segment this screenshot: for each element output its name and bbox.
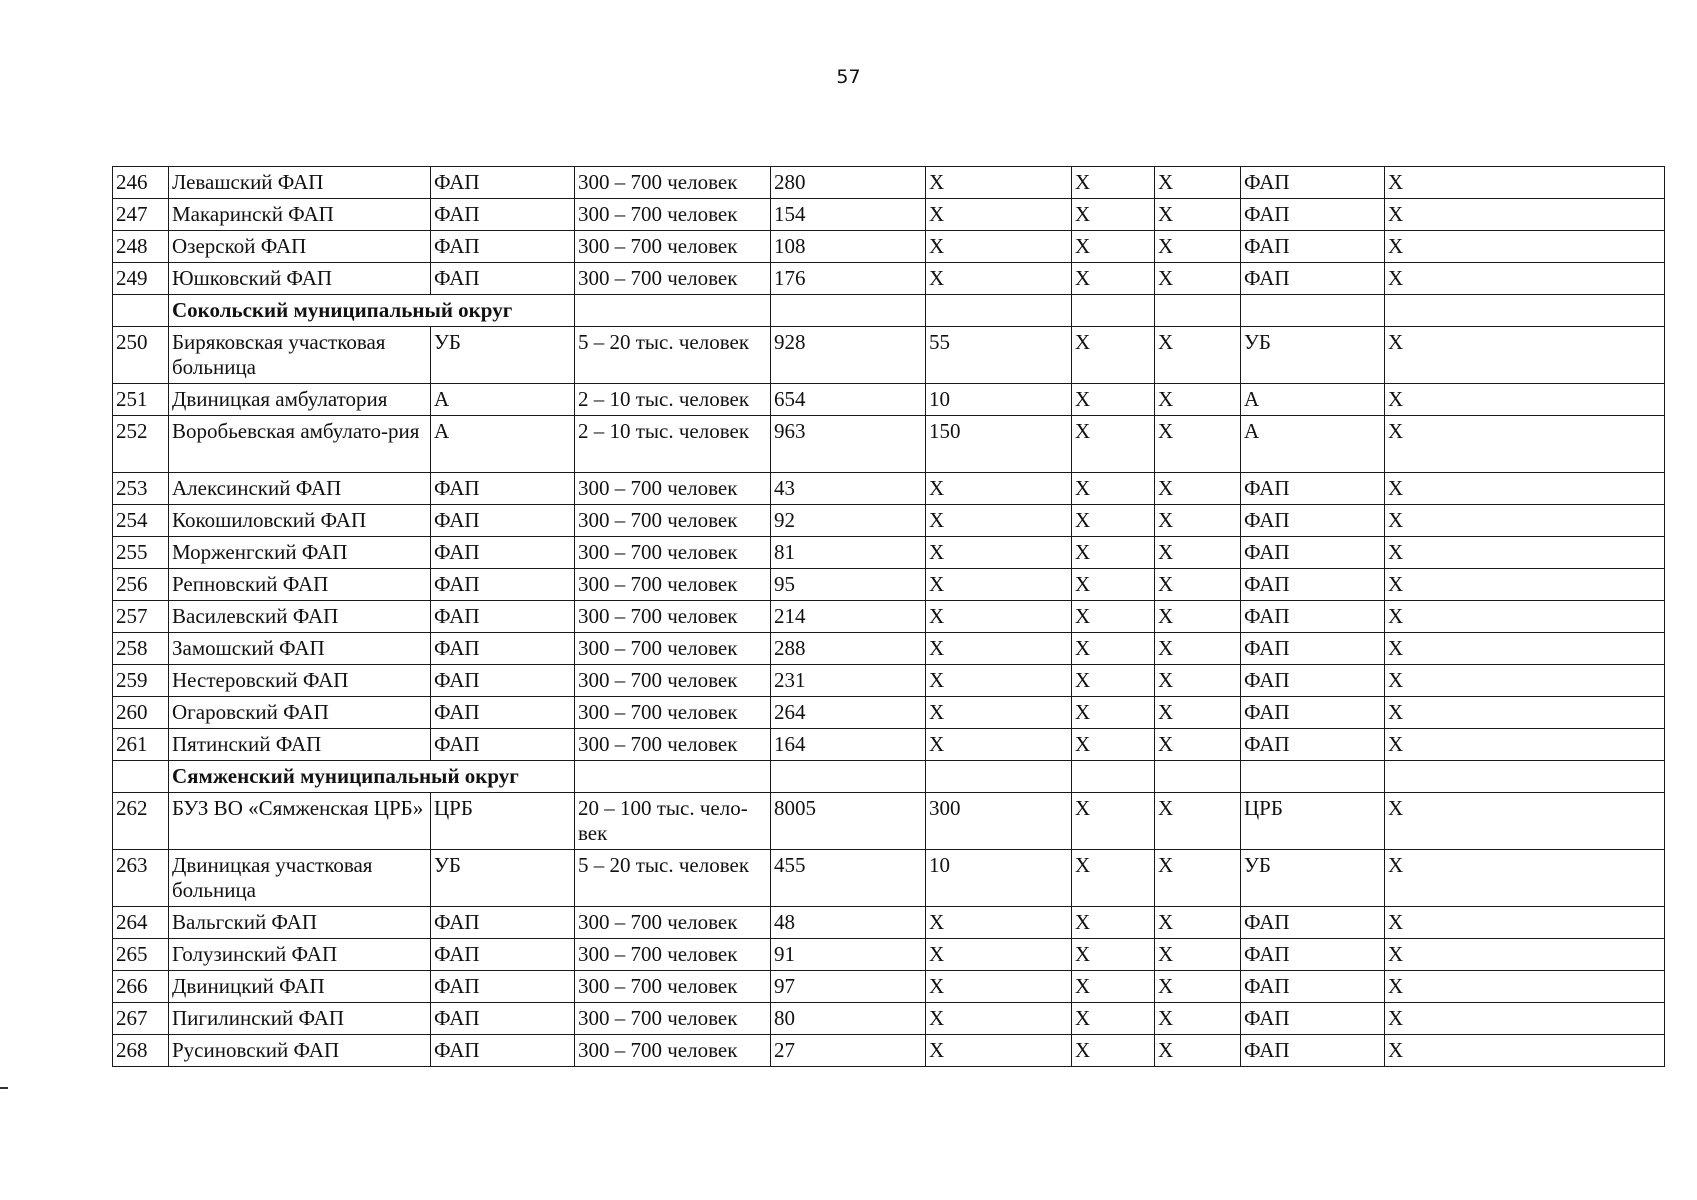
column-7-cell: X [1155, 907, 1241, 939]
row-number-cell: 259 [113, 665, 169, 697]
row-number-cell: 255 [113, 537, 169, 569]
value-cell: 928 [771, 327, 926, 384]
table-row [113, 729, 1665, 761]
column-5-cell: X [926, 665, 1072, 697]
column-5-cell: X [926, 633, 1072, 665]
column-5-cell: X [926, 199, 1072, 231]
target-type-cell: ФАП [1241, 729, 1385, 761]
population-range-cell: 300 – 700 человек [575, 601, 771, 633]
column-9-cell: X [1385, 907, 1665, 939]
column-9-cell: X [1385, 1035, 1665, 1067]
population-range-cell: 300 – 700 человек [575, 697, 771, 729]
column-6-cell: X [1072, 1003, 1155, 1035]
column-7-cell: X [1155, 231, 1241, 263]
table-row [113, 665, 1665, 697]
target-type-cell: ФАП [1241, 199, 1385, 231]
column-7-cell: X [1155, 729, 1241, 761]
facility-name-cell: Замошский ФАП [169, 633, 431, 665]
facility-name-cell: Пигилинский ФАП [169, 1003, 431, 1035]
table-row [113, 633, 1665, 665]
target-type-cell: ФАП [1241, 907, 1385, 939]
column-5-cell: 10 [926, 384, 1072, 416]
facility-type-cell: ФАП [431, 505, 575, 537]
table-row [113, 850, 1665, 907]
column-9-cell: X [1385, 231, 1665, 263]
page-number: 57 [836, 66, 861, 88]
facility-name-cell: Озерской ФАП [169, 231, 431, 263]
population-range-cell: 2 – 10 тыс. человек [575, 384, 771, 416]
population-range-cell: 300 – 700 человек [575, 569, 771, 601]
value-cell: 91 [771, 939, 926, 971]
empty-cell [1385, 295, 1665, 327]
population-range-cell: 300 – 700 человек [575, 537, 771, 569]
column-7-cell: X [1155, 263, 1241, 295]
column-9-cell: X [1385, 199, 1665, 231]
column-5-cell: X [926, 263, 1072, 295]
column-9-cell: X [1385, 1003, 1665, 1035]
row-number-cell: 254 [113, 505, 169, 537]
section-title: Сямженский муниципальный округ [169, 761, 575, 793]
column-7-cell: X [1155, 971, 1241, 1003]
column-9-cell: X [1385, 601, 1665, 633]
facility-type-cell: ФАП [431, 473, 575, 505]
facility-type-cell: ФАП [431, 537, 575, 569]
row-number-cell: 256 [113, 569, 169, 601]
population-range-cell: 300 – 700 человек [575, 263, 771, 295]
target-type-cell: А [1241, 384, 1385, 416]
target-type-cell: ФАП [1241, 569, 1385, 601]
facility-name-cell: Огаровский ФАП [169, 697, 431, 729]
row-number-cell: 250 [113, 327, 169, 384]
population-range-cell: 2 – 10 тыс. человек [575, 416, 771, 473]
table-body [113, 167, 1665, 1067]
row-number-cell: 249 [113, 263, 169, 295]
column-7-cell: X [1155, 505, 1241, 537]
target-type-cell: ФАП [1241, 601, 1385, 633]
row-number-cell: 247 [113, 199, 169, 231]
section-header-row [113, 761, 1665, 793]
column-7-cell: X [1155, 1035, 1241, 1067]
column-5-cell: X [926, 505, 1072, 537]
column-6-cell: X [1072, 569, 1155, 601]
table-row [113, 1003, 1665, 1035]
target-type-cell: ФАП [1241, 263, 1385, 295]
population-range-cell: 20 – 100 тыс. чело-век [575, 793, 771, 850]
facility-type-cell: ФАП [431, 167, 575, 199]
target-type-cell: ФАП [1241, 665, 1385, 697]
table-row [113, 231, 1665, 263]
column-6-cell: X [1072, 327, 1155, 384]
column-7-cell: X [1155, 384, 1241, 416]
column-6-cell: X [1072, 697, 1155, 729]
facility-name-cell: Русиновский ФАП [169, 1035, 431, 1067]
target-type-cell: ФАП [1241, 537, 1385, 569]
row-number-cell: 267 [113, 1003, 169, 1035]
column-7-cell: X [1155, 850, 1241, 907]
table-row [113, 473, 1665, 505]
empty-cell [1155, 295, 1241, 327]
population-range-cell: 300 – 700 человек [575, 633, 771, 665]
row-number-cell: 253 [113, 473, 169, 505]
value-cell: 654 [771, 384, 926, 416]
facility-type-cell: ФАП [431, 231, 575, 263]
row-number-cell: 265 [113, 939, 169, 971]
value-cell: 92 [771, 505, 926, 537]
facility-name-cell: Двиницкая участковая больница [169, 850, 431, 907]
population-range-cell: 300 – 700 человек [575, 907, 771, 939]
column-6-cell: X [1072, 907, 1155, 939]
column-9-cell: X [1385, 939, 1665, 971]
population-range-cell: 300 – 700 человек [575, 167, 771, 199]
column-9-cell: X [1385, 473, 1665, 505]
column-7-cell: X [1155, 327, 1241, 384]
column-7-cell: X [1155, 473, 1241, 505]
facility-type-cell: ФАП [431, 971, 575, 1003]
facility-name-cell: Макаринскй ФАП [169, 199, 431, 231]
facility-name-cell: Морженгский ФАП [169, 537, 431, 569]
row-number-cell: 246 [113, 167, 169, 199]
population-range-cell: 300 – 700 человек [575, 199, 771, 231]
value-cell: 108 [771, 231, 926, 263]
facility-type-cell: ФАП [431, 665, 575, 697]
value-cell: 80 [771, 1003, 926, 1035]
column-6-cell: X [1072, 665, 1155, 697]
value-cell: 154 [771, 199, 926, 231]
column-6-cell: X [1072, 850, 1155, 907]
column-5-cell: X [926, 1035, 1072, 1067]
facilities-table [112, 166, 1665, 1067]
column-9-cell: X [1385, 697, 1665, 729]
column-6-cell: X [1072, 505, 1155, 537]
population-range-cell: 300 – 700 человек [575, 729, 771, 761]
table-row [113, 537, 1665, 569]
empty-cell [926, 761, 1072, 793]
column-7-cell: X [1155, 537, 1241, 569]
row-number-cell: 258 [113, 633, 169, 665]
table-row [113, 971, 1665, 1003]
column-5-cell: X [926, 569, 1072, 601]
empty-cell [771, 295, 926, 327]
value-cell: 176 [771, 263, 926, 295]
facility-type-cell: ФАП [431, 697, 575, 729]
facility-type-cell: ФАП [431, 939, 575, 971]
section-title: Сокольский муниципальный округ [169, 295, 575, 327]
target-type-cell: ФАП [1241, 939, 1385, 971]
row-number-cell: 268 [113, 1035, 169, 1067]
population-range-cell: 300 – 700 человек [575, 505, 771, 537]
facility-name-cell: Вальгский ФАП [169, 907, 431, 939]
column-7-cell: X [1155, 633, 1241, 665]
empty-cell [1241, 295, 1385, 327]
table-row [113, 793, 1665, 850]
empty-cell [926, 295, 1072, 327]
table-row [113, 601, 1665, 633]
empty-cell [1241, 761, 1385, 793]
target-type-cell: А [1241, 416, 1385, 473]
population-range-cell: 300 – 700 человек [575, 971, 771, 1003]
target-type-cell: УБ [1241, 850, 1385, 907]
row-number-cell: 248 [113, 231, 169, 263]
column-9-cell: X [1385, 416, 1665, 473]
facility-name-cell: Репновский ФАП [169, 569, 431, 601]
facility-name-cell: Двиницкая амбулатория [169, 384, 431, 416]
column-7-cell: X [1155, 416, 1241, 473]
empty-cell [1385, 761, 1665, 793]
facility-type-cell: ЦРБ [431, 793, 575, 850]
column-5-cell: X [926, 907, 1072, 939]
value-cell: 280 [771, 167, 926, 199]
population-range-cell: 5 – 20 тыс. человек [575, 850, 771, 907]
target-type-cell: ФАП [1241, 473, 1385, 505]
column-5-cell: X [926, 939, 1072, 971]
facility-name-cell: БУЗ ВО «Сямженская ЦРБ» [169, 793, 431, 850]
target-type-cell: ЦРБ [1241, 793, 1385, 850]
margin-mark [0, 1087, 8, 1089]
target-type-cell: ФАП [1241, 231, 1385, 263]
target-type-cell: ФАП [1241, 1035, 1385, 1067]
column-5-cell: X [926, 167, 1072, 199]
value-cell: 164 [771, 729, 926, 761]
population-range-cell: 5 – 20 тыс. человек [575, 327, 771, 384]
value-cell: 27 [771, 1035, 926, 1067]
column-9-cell: X [1385, 729, 1665, 761]
value-cell: 288 [771, 633, 926, 665]
population-range-cell: 300 – 700 человек [575, 1003, 771, 1035]
column-6-cell: X [1072, 537, 1155, 569]
column-7-cell: X [1155, 1003, 1241, 1035]
value-cell: 8005 [771, 793, 926, 850]
column-7-cell: X [1155, 569, 1241, 601]
empty-cell [113, 295, 169, 327]
facility-type-cell: ФАП [431, 1003, 575, 1035]
facility-name-cell: Нестеровский ФАП [169, 665, 431, 697]
column-9-cell: X [1385, 850, 1665, 907]
empty-cell [575, 295, 771, 327]
column-6-cell: X [1072, 167, 1155, 199]
facility-type-cell: ФАП [431, 199, 575, 231]
facility-type-cell: ФАП [431, 729, 575, 761]
facility-name-cell: Алексинский ФАП [169, 473, 431, 505]
row-number-cell: 262 [113, 793, 169, 850]
empty-cell [1072, 295, 1155, 327]
facility-name-cell: Биряковская участковая больница [169, 327, 431, 384]
value-cell: 95 [771, 569, 926, 601]
column-5-cell: X [926, 601, 1072, 633]
column-6-cell: X [1072, 473, 1155, 505]
value-cell: 214 [771, 601, 926, 633]
table-row [113, 167, 1665, 199]
column-5-cell: X [926, 729, 1072, 761]
row-number-cell: 260 [113, 697, 169, 729]
value-cell: 43 [771, 473, 926, 505]
column-7-cell: X [1155, 167, 1241, 199]
facility-type-cell: УБ [431, 850, 575, 907]
empty-cell [1155, 761, 1241, 793]
column-6-cell: X [1072, 231, 1155, 263]
population-range-cell: 300 – 700 человек [575, 665, 771, 697]
empty-cell [113, 761, 169, 793]
column-5-cell: 300 [926, 793, 1072, 850]
facility-name-cell: Кокошиловский ФАП [169, 505, 431, 537]
table-row [113, 199, 1665, 231]
column-5-cell: X [926, 537, 1072, 569]
column-6-cell: X [1072, 384, 1155, 416]
facility-type-cell: ФАП [431, 569, 575, 601]
column-7-cell: X [1155, 793, 1241, 850]
facility-type-cell: ФАП [431, 1035, 575, 1067]
column-9-cell: X [1385, 384, 1665, 416]
column-5-cell: 10 [926, 850, 1072, 907]
facility-type-cell: А [431, 416, 575, 473]
row-number-cell: 252 [113, 416, 169, 473]
facility-type-cell: ФАП [431, 601, 575, 633]
table-row [113, 505, 1665, 537]
value-cell: 81 [771, 537, 926, 569]
table-row [113, 907, 1665, 939]
facility-name-cell: Василевский ФАП [169, 601, 431, 633]
target-type-cell: УБ [1241, 327, 1385, 384]
facility-type-cell: ФАП [431, 907, 575, 939]
facility-name-cell: Двиницкий ФАП [169, 971, 431, 1003]
column-5-cell: 55 [926, 327, 1072, 384]
table-row [113, 416, 1665, 473]
column-6-cell: X [1072, 971, 1155, 1003]
value-cell: 963 [771, 416, 926, 473]
column-6-cell: X [1072, 199, 1155, 231]
row-number-cell: 261 [113, 729, 169, 761]
table-row [113, 569, 1665, 601]
column-6-cell: X [1072, 633, 1155, 665]
target-type-cell: ФАП [1241, 633, 1385, 665]
facility-type-cell: ФАП [431, 263, 575, 295]
column-6-cell: X [1072, 1035, 1155, 1067]
column-6-cell: X [1072, 793, 1155, 850]
row-number-cell: 263 [113, 850, 169, 907]
column-9-cell: X [1385, 263, 1665, 295]
column-5-cell: X [926, 971, 1072, 1003]
column-6-cell: X [1072, 729, 1155, 761]
target-type-cell: ФАП [1241, 697, 1385, 729]
column-5-cell: X [926, 473, 1072, 505]
column-7-cell: X [1155, 697, 1241, 729]
facility-name-cell: Левашский ФАП [169, 167, 431, 199]
target-type-cell: ФАП [1241, 971, 1385, 1003]
column-6-cell: X [1072, 416, 1155, 473]
section-header-row [113, 295, 1665, 327]
target-type-cell: ФАП [1241, 167, 1385, 199]
value-cell: 231 [771, 665, 926, 697]
column-5-cell: X [926, 1003, 1072, 1035]
column-9-cell: X [1385, 633, 1665, 665]
facility-type-cell: ФАП [431, 633, 575, 665]
table-row [113, 263, 1665, 295]
column-9-cell: X [1385, 537, 1665, 569]
population-range-cell: 300 – 700 человек [575, 939, 771, 971]
table-row [113, 697, 1665, 729]
population-range-cell: 300 – 700 человек [575, 231, 771, 263]
column-7-cell: X [1155, 601, 1241, 633]
column-7-cell: X [1155, 665, 1241, 697]
facility-type-cell: УБ [431, 327, 575, 384]
row-number-cell: 251 [113, 384, 169, 416]
column-9-cell: X [1385, 505, 1665, 537]
column-9-cell: X [1385, 793, 1665, 850]
row-number-cell: 257 [113, 601, 169, 633]
column-7-cell: X [1155, 199, 1241, 231]
column-5-cell: X [926, 231, 1072, 263]
column-6-cell: X [1072, 939, 1155, 971]
value-cell: 97 [771, 971, 926, 1003]
column-9-cell: X [1385, 665, 1665, 697]
value-cell: 455 [771, 850, 926, 907]
table-row [113, 1035, 1665, 1067]
facility-name-cell: Пятинский ФАП [169, 729, 431, 761]
column-6-cell: X [1072, 601, 1155, 633]
empty-cell [1072, 761, 1155, 793]
value-cell: 264 [771, 697, 926, 729]
column-7-cell: X [1155, 939, 1241, 971]
empty-cell [771, 761, 926, 793]
population-range-cell: 300 – 700 человек [575, 1035, 771, 1067]
facility-name-cell: Голузинский ФАП [169, 939, 431, 971]
empty-cell [575, 761, 771, 793]
table-row [113, 327, 1665, 384]
column-6-cell: X [1072, 263, 1155, 295]
column-9-cell: X [1385, 971, 1665, 1003]
value-cell: 48 [771, 907, 926, 939]
facility-type-cell: А [431, 384, 575, 416]
facility-name-cell: Юшковский ФАП [169, 263, 431, 295]
target-type-cell: ФАП [1241, 505, 1385, 537]
column-5-cell: X [926, 697, 1072, 729]
column-9-cell: X [1385, 327, 1665, 384]
column-5-cell: 150 [926, 416, 1072, 473]
column-9-cell: X [1385, 167, 1665, 199]
facility-name-cell: Воробьевская амбулато-рия [169, 416, 431, 473]
population-range-cell: 300 – 700 человек [575, 473, 771, 505]
target-type-cell: ФАП [1241, 1003, 1385, 1035]
row-number-cell: 266 [113, 971, 169, 1003]
table-row [113, 939, 1665, 971]
row-number-cell: 264 [113, 907, 169, 939]
column-9-cell: X [1385, 569, 1665, 601]
table-row [113, 384, 1665, 416]
